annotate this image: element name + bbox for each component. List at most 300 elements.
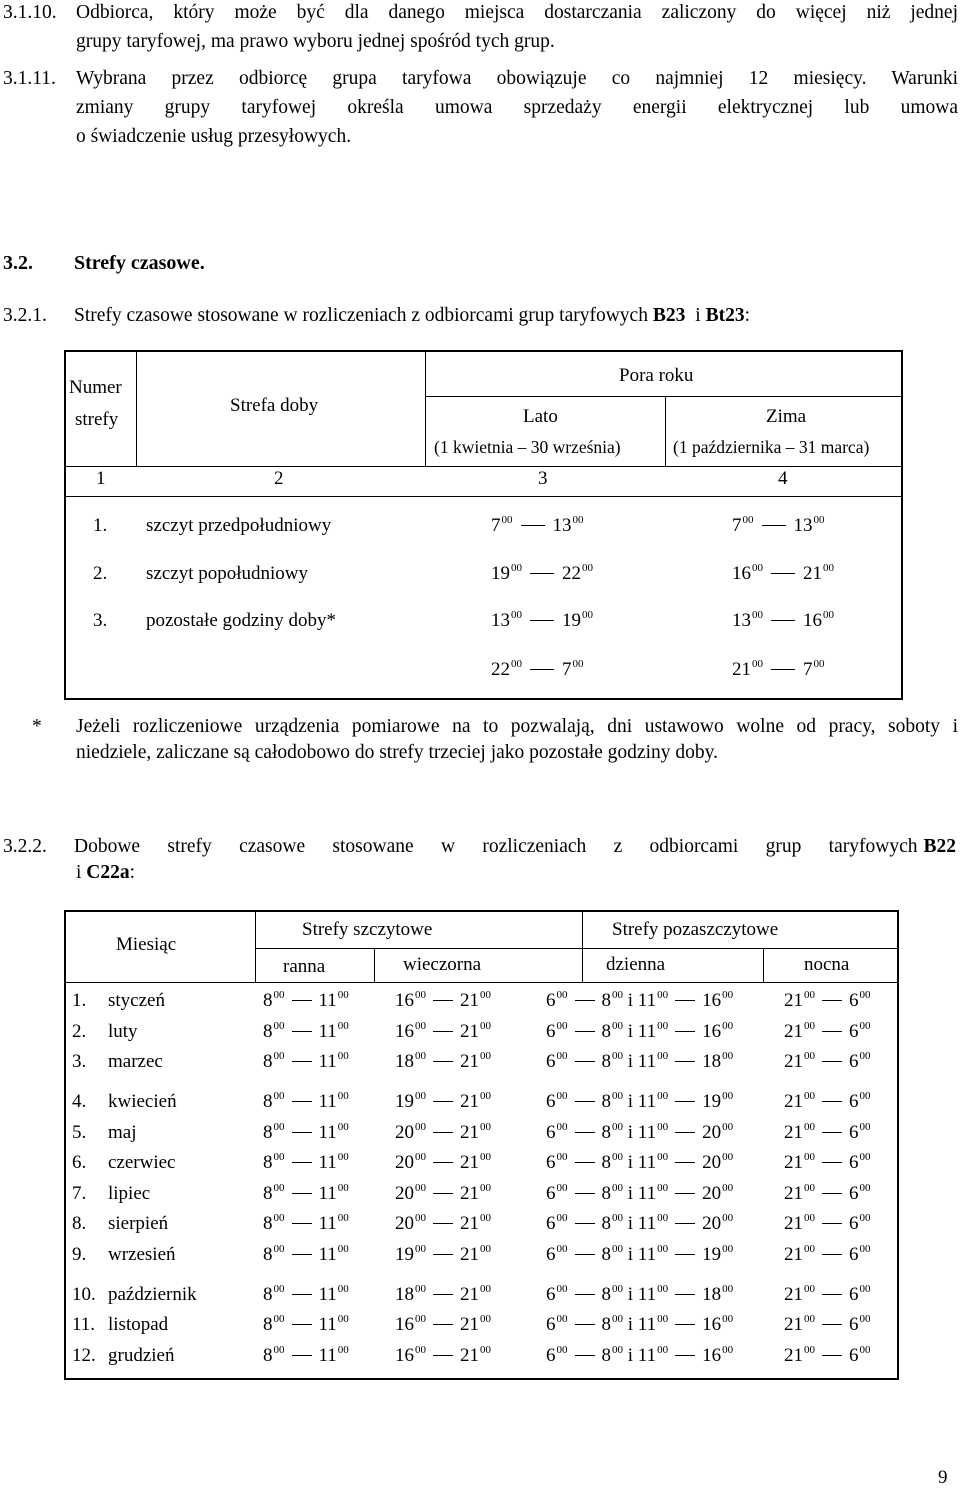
time-minutes: 00 <box>657 1313 669 1325</box>
time-range <box>395 1314 491 1335</box>
zone-name: szczyt przedpołudniowy <box>146 515 332 536</box>
zone-name: pozostałe godziny doby* <box>146 610 336 631</box>
time-value: $22^{00}$ <box>562 562 593 584</box>
range-dash <box>675 1324 695 1325</box>
time-range <box>395 1122 491 1143</box>
time-minutes: 00 <box>859 1283 871 1295</box>
time-value: $6^{00}$ <box>849 989 871 1011</box>
time-value: $11^{00}$ <box>318 1151 349 1173</box>
time-value: $11^{00}$ <box>318 1243 349 1265</box>
table-row <box>66 1341 897 1371</box>
range-dash <box>292 1031 312 1032</box>
zone-name: szczyt popołudniowy <box>146 563 309 584</box>
month-number: 5. <box>72 1122 87 1143</box>
time-zones-table-b23 <box>64 350 903 700</box>
table-row <box>66 1240 897 1270</box>
range-dash <box>292 1000 312 1001</box>
footnote-text: niedziele, zaliczane są całodobowo do strefy trzeciej jako pozostałe godziny doby. <box>76 742 718 763</box>
time-value: $6^{00}$ <box>849 1212 871 1234</box>
time-range <box>784 1345 871 1366</box>
time-minutes: 00 <box>273 1283 285 1295</box>
time-minutes: 00 <box>722 1283 734 1295</box>
time-minutes: 00 <box>415 1020 426 1032</box>
paragraph-number: 3.2.2. <box>3 836 47 857</box>
time-minutes: 00 <box>859 989 871 1001</box>
winter-hours <box>732 563 834 585</box>
time-minutes: 00 <box>480 989 491 1001</box>
daytime-offpeak <box>546 1087 733 1117</box>
evening-peak <box>395 1179 491 1209</box>
time-value: $16^{00}$ <box>395 1344 426 1366</box>
evening-peak <box>395 1017 491 1047</box>
time-value: $21^{00}$ <box>784 1212 815 1234</box>
night-offpeak <box>784 1310 871 1340</box>
time-value: $19^{00}$ <box>395 1243 426 1265</box>
time-value: $21^{00}$ <box>460 1090 491 1112</box>
range-dash <box>292 1132 312 1133</box>
time-range <box>546 1284 623 1305</box>
time-range <box>491 563 593 584</box>
night-offpeak <box>784 1047 871 1077</box>
range-dash <box>822 1162 842 1163</box>
range-dash <box>521 525 545 526</box>
time-minutes: 00 <box>804 989 815 1001</box>
conjunction: i <box>623 1183 638 1204</box>
time-value: $21^{00}$ <box>460 1151 491 1173</box>
time-minutes: 00 <box>722 1212 734 1224</box>
time-minutes: 00 <box>859 1344 871 1356</box>
time-minutes: 00 <box>657 1121 669 1133</box>
time-minutes: 00 <box>556 1050 568 1062</box>
range-dash <box>433 1355 453 1356</box>
time-range <box>546 1021 623 1042</box>
time-minutes: 00 <box>337 1090 349 1102</box>
time-value: $8^{00}$ <box>601 1313 623 1335</box>
range-dash <box>675 1223 695 1224</box>
time-value: $11^{00}$ <box>318 1283 349 1305</box>
paragraph-text: Wybrana przez odbiorcę grupa taryfowa obowiązuje co najmniej 12 miesięcy. Warunki <box>76 68 958 89</box>
range-dash <box>675 1101 695 1102</box>
conjunction: i <box>695 305 701 326</box>
time-minutes: 00 <box>480 1050 491 1062</box>
time-minutes: 00 <box>556 1283 568 1295</box>
time-minutes: 00 <box>480 1121 491 1133</box>
header-season: Pora roku <box>619 365 694 386</box>
time-range <box>491 659 584 680</box>
time-value: $11^{00}$ <box>318 1344 349 1366</box>
night-offpeak <box>784 1341 871 1371</box>
time-value: $7^{00}$ <box>562 658 584 680</box>
section-number: 3.2. <box>3 252 33 274</box>
time-minutes: 00 <box>859 1182 871 1194</box>
range-dash <box>675 1132 695 1133</box>
morning-peak <box>263 1179 349 1209</box>
time-range <box>395 1152 491 1173</box>
paragraph-text <box>76 862 135 884</box>
time-range <box>546 1122 623 1143</box>
time-value: $11^{00}$ <box>637 1182 669 1204</box>
range-dash <box>822 1031 842 1032</box>
table-row <box>66 1047 897 1077</box>
time-minutes: 00 <box>804 1090 815 1102</box>
time-value: $6^{00}$ <box>546 1182 568 1204</box>
time-range <box>732 515 825 536</box>
daytime-offpeak <box>546 1310 733 1340</box>
time-minutes: 00 <box>612 1121 623 1133</box>
time-value: $8^{00}$ <box>263 1344 285 1366</box>
winter-hours <box>732 515 825 537</box>
conjunction: i <box>76 862 82 883</box>
column-number: 2 <box>274 468 284 489</box>
range-dash <box>575 1000 595 1001</box>
range-dash <box>433 1254 453 1255</box>
time-value: $11^{00}$ <box>637 1344 669 1366</box>
range-dash <box>771 620 795 621</box>
time-minutes: 00 <box>337 1050 349 1062</box>
paragraph-text-line: zmiany grupy taryfowej określa umowa sprzedaży energii elektrycznej lub umowa <box>76 97 958 118</box>
time-range <box>638 1244 733 1265</box>
time-range <box>638 990 733 1011</box>
night-offpeak <box>784 1179 871 1209</box>
paragraph-text: grupy taryfowej, ma prawo wyboru jednej spośród tych grup. <box>76 31 555 52</box>
time-value: $6^{00}$ <box>546 1283 568 1305</box>
range-dash <box>822 1223 842 1224</box>
month-number: 2. <box>72 1021 87 1042</box>
time-value: $6^{00}$ <box>849 1121 871 1143</box>
time-value: $8^{00}$ <box>263 1313 285 1335</box>
time-minutes: 00 <box>337 1313 349 1325</box>
range-dash <box>433 1132 453 1133</box>
time-value: $6^{00}$ <box>546 1313 568 1335</box>
time-value: $21^{00}$ <box>784 1151 815 1173</box>
time-range <box>638 1152 733 1173</box>
time-minutes: 00 <box>273 989 285 1001</box>
time-range <box>784 1284 871 1305</box>
range-dash <box>675 1000 695 1001</box>
paragraph-text: Odbiorca, który może być dla danego miejsca dostarczania zaliczony do więcej niż jednej <box>76 2 958 23</box>
conjunction: i <box>623 1345 638 1366</box>
time-minutes: 00 <box>556 1313 568 1325</box>
range-dash <box>822 1324 842 1325</box>
time-value: $11^{00}$ <box>318 1020 349 1042</box>
time-minutes: 00 <box>273 1344 285 1356</box>
morning-peak <box>263 1341 349 1371</box>
time-minutes: 00 <box>273 1182 285 1194</box>
time-value: $19^{00}$ <box>562 609 593 631</box>
time-range <box>784 1244 871 1265</box>
month-name: wrzesień <box>108 1244 176 1265</box>
winter-hours <box>732 659 825 681</box>
time-value: $6^{00}$ <box>849 1283 871 1305</box>
time-minutes: 00 <box>722 1182 734 1194</box>
range-dash <box>292 1223 312 1224</box>
month-number: 4. <box>72 1091 87 1112</box>
time-range <box>491 610 593 631</box>
daytime-offpeak <box>546 986 733 1016</box>
time-value: $8^{00}$ <box>263 1212 285 1234</box>
time-range <box>638 1091 733 1112</box>
time-range <box>263 1244 349 1265</box>
range-dash <box>822 1193 842 1194</box>
time-minutes: 00 <box>337 989 349 1001</box>
time-minutes: 00 <box>273 1313 285 1325</box>
time-range <box>546 1183 623 1204</box>
time-value: $11^{00}$ <box>637 1090 669 1112</box>
time-value: $16^{00}$ <box>702 1344 734 1366</box>
time-value: $8^{00}$ <box>601 1283 623 1305</box>
time-value: $13^{00}$ <box>793 514 825 536</box>
winter-hours <box>732 610 834 632</box>
time-minutes: 00 <box>511 609 522 621</box>
time-minutes: 00 <box>722 1243 734 1255</box>
range-dash <box>433 1294 453 1295</box>
time-minutes: 00 <box>859 1151 871 1163</box>
time-minutes: 00 <box>612 1020 623 1032</box>
range-dash <box>822 1132 842 1133</box>
range-dash <box>675 1031 695 1032</box>
time-minutes: 00 <box>859 1050 871 1062</box>
range-dash <box>433 1223 453 1224</box>
time-minutes: 00 <box>657 1151 669 1163</box>
time-minutes: 00 <box>556 1182 568 1194</box>
time-minutes: 00 <box>859 1212 871 1224</box>
time-minutes: 00 <box>657 1090 669 1102</box>
time-range <box>638 1284 733 1305</box>
range-dash <box>575 1193 595 1194</box>
range-dash <box>575 1223 595 1224</box>
summer-hours <box>491 563 593 585</box>
time-minutes: 00 <box>612 1243 623 1255</box>
time-minutes: 00 <box>273 1090 285 1102</box>
time-value: $21^{00}$ <box>784 1344 815 1366</box>
time-value: $18^{00}$ <box>702 1050 734 1072</box>
table-row <box>66 1310 897 1340</box>
time-value: $11^{00}$ <box>637 1121 669 1143</box>
paragraph-number: 3.1.10. <box>3 2 57 23</box>
time-value: $11^{00}$ <box>637 989 669 1011</box>
time-value: $20^{00}$ <box>702 1182 734 1204</box>
month-name: marzec <box>108 1051 163 1072</box>
conjunction: i <box>623 1122 638 1143</box>
time-value: $6^{00}$ <box>849 1090 871 1112</box>
time-minutes: 00 <box>859 1243 871 1255</box>
time-range <box>395 1345 491 1366</box>
time-value: $21^{00}$ <box>784 1283 815 1305</box>
time-minutes: 00 <box>273 1121 285 1133</box>
time-value: $16^{00}$ <box>803 609 834 631</box>
time-value: $20^{00}$ <box>702 1151 734 1173</box>
time-minutes: 00 <box>804 1121 815 1133</box>
time-minutes: 00 <box>657 1243 669 1255</box>
time-minutes: 00 <box>612 989 623 1001</box>
morning-peak <box>263 1240 349 1270</box>
time-minutes: 00 <box>572 658 584 670</box>
time-minutes: 00 <box>612 1283 623 1295</box>
night-offpeak <box>784 1017 871 1047</box>
time-minutes: 00 <box>337 1344 349 1356</box>
time-value: $8^{00}$ <box>601 1020 623 1042</box>
range-dash <box>675 1061 695 1062</box>
time-value: $16^{00}$ <box>702 1020 734 1042</box>
time-minutes: 00 <box>572 514 584 526</box>
night-offpeak <box>784 1280 871 1310</box>
conjunction: i <box>623 990 638 1011</box>
time-minutes: 00 <box>273 1050 285 1062</box>
time-minutes: 00 <box>722 1050 734 1062</box>
month-number: 3. <box>72 1051 87 1072</box>
time-range <box>638 1183 733 1204</box>
time-minutes: 00 <box>612 1344 623 1356</box>
time-minutes: 00 <box>612 1313 623 1325</box>
time-value: $8^{00}$ <box>601 1182 623 1204</box>
time-value: $20^{00}$ <box>702 1212 734 1234</box>
zone-number: 2. <box>93 563 108 584</box>
time-value: $6^{00}$ <box>546 1050 568 1072</box>
time-range <box>732 659 825 680</box>
time-value: $13^{00}$ <box>732 609 763 631</box>
column-number: 1 <box>96 468 106 489</box>
month-name: listopad <box>108 1314 169 1335</box>
morning-peak <box>263 1017 349 1047</box>
table-row <box>66 1017 897 1047</box>
time-value: $21^{00}$ <box>460 1182 491 1204</box>
month-name: październik <box>108 1284 197 1305</box>
header-peak-zones: Strefy szczytowe <box>302 919 433 940</box>
time-minutes: 00 <box>415 1121 426 1133</box>
zone-number: 1. <box>93 515 108 536</box>
month-number: 8. <box>72 1213 87 1234</box>
time-range <box>546 1345 623 1366</box>
morning-peak <box>263 1209 349 1239</box>
time-value: $6^{00}$ <box>849 1151 871 1173</box>
range-dash <box>292 1162 312 1163</box>
time-minutes: 00 <box>480 1151 491 1163</box>
table-row <box>66 986 897 1016</box>
time-minutes: 00 <box>511 562 522 574</box>
evening-peak <box>395 986 491 1016</box>
time-minutes: 00 <box>804 1344 815 1356</box>
time-minutes: 00 <box>657 1212 669 1224</box>
time-minutes: 00 <box>804 1313 815 1325</box>
time-range <box>263 1284 349 1305</box>
header-evening: wieczorna <box>403 954 482 975</box>
range-dash <box>575 1162 595 1163</box>
range-dash <box>771 669 795 670</box>
range-dash <box>575 1132 595 1133</box>
time-value: $11^{00}$ <box>637 1020 669 1042</box>
evening-peak <box>395 1341 491 1371</box>
time-value: $6^{00}$ <box>546 989 568 1011</box>
time-value: $22^{00}$ <box>491 658 522 680</box>
time-minutes: 00 <box>337 1243 349 1255</box>
range-dash <box>675 1254 695 1255</box>
morning-peak <box>263 1280 349 1310</box>
time-value: $19^{00}$ <box>395 1090 426 1112</box>
conjunction: i <box>623 1152 638 1173</box>
summer-hours <box>491 515 584 537</box>
header-zone-number: strefy <box>75 409 119 430</box>
time-minutes: 00 <box>556 989 568 1001</box>
time-range <box>784 1091 871 1112</box>
range-dash <box>433 1162 453 1163</box>
time-value: $6^{00}$ <box>546 1344 568 1366</box>
time-minutes: 00 <box>415 1243 426 1255</box>
time-value: $21^{00}$ <box>784 1182 815 1204</box>
time-minutes: 00 <box>480 1182 491 1194</box>
range-dash <box>822 1254 842 1255</box>
morning-peak <box>263 1310 349 1340</box>
range-dash <box>292 1254 312 1255</box>
time-range <box>546 1213 623 1234</box>
daytime-offpeak <box>546 1209 733 1239</box>
range-dash <box>433 1324 453 1325</box>
header-zone-number: Numer <box>69 377 122 398</box>
time-value: $19^{00}$ <box>702 1243 734 1265</box>
time-value: $6^{00}$ <box>546 1151 568 1173</box>
month-number: 7. <box>72 1183 87 1204</box>
time-minutes: 00 <box>415 1212 426 1224</box>
time-value: $11^{00}$ <box>318 1212 349 1234</box>
time-minutes: 00 <box>480 1212 491 1224</box>
time-value: $18^{00}$ <box>702 1283 734 1305</box>
time-minutes: 00 <box>415 1182 426 1194</box>
time-value: $11^{00}$ <box>318 1313 349 1335</box>
time-minutes: 00 <box>804 1243 815 1255</box>
summer-hours <box>491 659 584 681</box>
time-value: $21^{00}$ <box>732 658 763 680</box>
time-range <box>263 1091 349 1112</box>
time-minutes: 00 <box>612 1050 623 1062</box>
morning-peak <box>263 1047 349 1077</box>
morning-peak <box>263 1118 349 1148</box>
range-dash <box>292 1061 312 1062</box>
time-value: $13^{00}$ <box>552 514 584 536</box>
table-row <box>66 1179 897 1209</box>
time-range <box>263 990 349 1011</box>
time-value: $8^{00}$ <box>263 989 285 1011</box>
daytime-offpeak <box>546 1047 733 1077</box>
conjunction: i <box>623 1314 638 1335</box>
month-name: styczeń <box>108 990 165 1011</box>
time-value: $20^{00}$ <box>395 1212 426 1234</box>
time-minutes: 00 <box>556 1344 568 1356</box>
time-range <box>638 1314 733 1335</box>
time-value: $8^{00}$ <box>601 1050 623 1072</box>
time-range <box>784 1183 871 1204</box>
night-offpeak <box>784 1148 871 1178</box>
time-minutes: 00 <box>823 562 834 574</box>
range-dash <box>575 1061 595 1062</box>
time-minutes: 00 <box>823 609 834 621</box>
time-value: $16^{00}$ <box>395 989 426 1011</box>
time-minutes: 00 <box>612 1151 623 1163</box>
range-dash <box>433 1193 453 1194</box>
conjunction: i <box>623 1051 638 1072</box>
header-day-zone: Strefa doby <box>230 395 319 416</box>
daytime-offpeak <box>546 1240 733 1270</box>
time-minutes: 00 <box>612 1182 623 1194</box>
time-minutes: 00 <box>722 1151 734 1163</box>
time-value: $21^{00}$ <box>460 1121 491 1143</box>
range-dash <box>433 1000 453 1001</box>
time-value: $21^{00}$ <box>784 1313 815 1335</box>
time-value: $8^{00}$ <box>601 1090 623 1112</box>
time-value: $21^{00}$ <box>460 1344 491 1366</box>
time-value: $11^{00}$ <box>637 1151 669 1173</box>
time-minutes: 00 <box>415 1344 426 1356</box>
night-offpeak <box>784 1118 871 1148</box>
time-minutes: 00 <box>657 1344 669 1356</box>
